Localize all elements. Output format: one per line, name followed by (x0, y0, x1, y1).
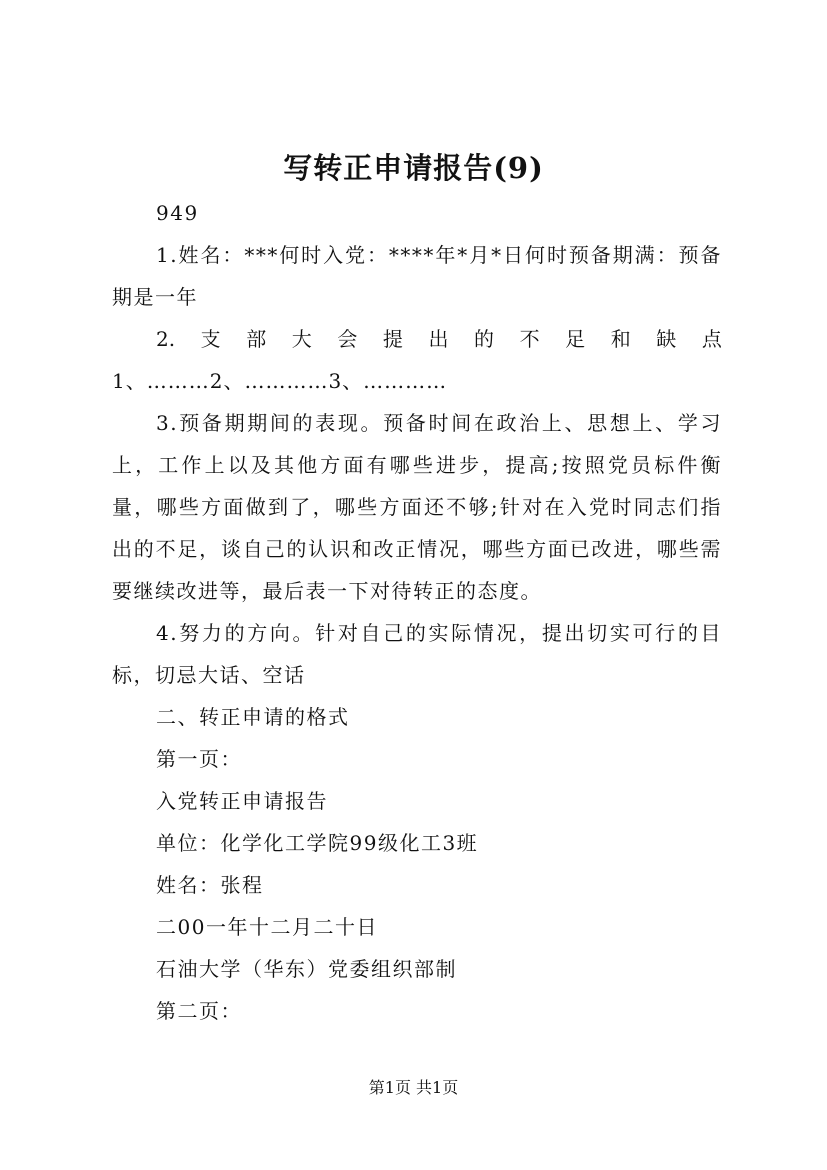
text-line-page-one: 第一页： (156, 747, 242, 771)
heading-char: 出 (428, 327, 449, 351)
text-line-name: 姓名：张程 (156, 873, 264, 897)
heading-char: 的 (474, 327, 495, 351)
section-heading-format: 二、转正申请的格式 (156, 705, 350, 729)
heading-char: 和 (610, 327, 631, 351)
heading-char: 会 (337, 327, 358, 351)
paragraph-probation-performance: 3.预备期期间的表现。预备时间在政治上、思想上、学习上，工作上以及其他方面有哪些进步，提高;按照党员标件衡量，哪些方面做到了，哪些方面还不够;针对在入党时同志们指出的不足，谈自己的认识和改正情况，哪些方面已改进，哪些需要继续改进等，最后表一下对待转正的态度。 (112, 411, 722, 603)
paragraph-name-and-dates: 1.姓名：***何时入党：****年*月*日何时预备期满：预备期是一年 (112, 243, 722, 309)
paragraph-branch-meeting-heading (156, 318, 722, 360)
heading-char: 不 (519, 327, 540, 351)
text-line-unit: 单位：化学化工学院99级化工3班 (156, 831, 479, 855)
page-footer: 第1页 共1页 (368, 1078, 459, 1097)
paragraph-effort-direction: 4.努力的方向。针对自己的实际情况，提出切实可行的目标，切忌大话、空话 (112, 621, 722, 687)
heading-char: 大 (291, 327, 312, 351)
heading-char: 2. (156, 327, 176, 351)
heading-char: 部 (246, 327, 267, 351)
heading-char: 提 (382, 327, 403, 351)
text-line-number: 949 (156, 201, 199, 225)
heading-char: 点 (701, 327, 722, 351)
text-line-page-two: 第二页： (156, 999, 242, 1023)
heading-char: 缺 (656, 327, 677, 351)
heading-char: 支 (200, 327, 221, 351)
text-line-organization: 石油大学（华东）党委组织部制 (156, 957, 457, 981)
paragraph-branch-meeting-items: 1、………2、…………3、………… (112, 369, 448, 393)
text-line-report-title: 入党转正申请报告 (156, 789, 328, 813)
heading-char: 足 (565, 327, 586, 351)
document-title: 写转正申请报告(9) (283, 151, 544, 185)
text-line-date: 二00一年十二月二十日 (156, 915, 378, 939)
